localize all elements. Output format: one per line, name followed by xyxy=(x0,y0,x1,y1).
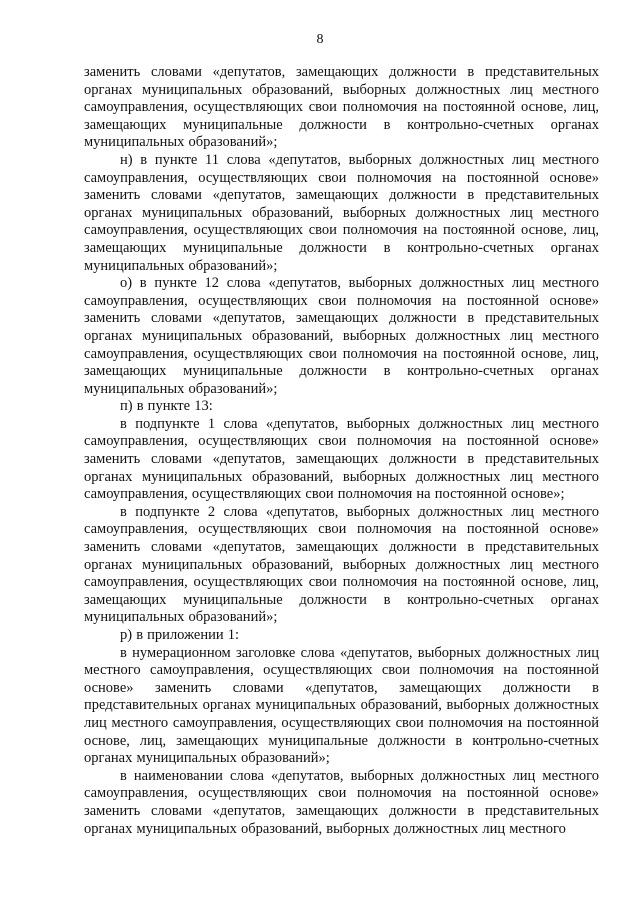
paragraph-continuation: заменить словами «депутатов, замещающих должности в представительных органах муниципальных образований, выборных должностных лиц местного самоуправления, осуществляющих свои полномочия на постоянной основе, лиц, замещающих муниципальные должности в контрольно-счетных органах муниципальных образований»; xyxy=(84,64,599,151)
paragraph-subitem-1: в подпункте 1 слова «депутатов, выборных должностных лиц местного самоуправления, осуществляющих свои полномочия на постоянной основе» заменить словами «депутатов, замещающих должности в представительных органах муниципальных образований, выборных должностных лиц местного самоуправления, осуществляющих свои полномочия на постоянной основе»; xyxy=(84,415,599,503)
paragraph-item-r: р) в приложении 1: xyxy=(120,627,240,643)
paragraph-item-p: п) в пункте 13: xyxy=(120,398,213,415)
paragraph-subitem-2: в подпункте 2 слова «депутатов, выборных должностных лиц местного самоуправления, осуществляющих свои полномочия на постоянной основе» заменить словами «депутатов, замещающих должности в представительных органах муниципальных образований, выборных должностных лиц местного самоуправления, осуществляющих свои полномочия на постоянной основе, лиц, замещающих муниципальные должности в контрольно-счетных органах муниципальных образований»; xyxy=(84,503,599,626)
paragraph-item-o: о) в пункте 12 слова «депутатов, выборных должностных лиц местного самоуправления, осуществляющих свои полномочия на постоянной основе» заменить словами «депутатов, замещающих должности в представительных органах муниципальных образований, выборных должностных лиц местного самоуправления, осуществляющих свои полномочия на постоянной основе, лиц, замещающих муниципальные должности в контрольно-счетных органах муниципальных образований»; xyxy=(84,275,599,397)
paragraph-item-n: н) в пункте 11 слова «депутатов, выборных должностных лиц местного самоуправления, осуществляющих свои полномочия на постоянной основе» заменить словами «депутатов, замещающих должности в представительных органах муниципальных образований, выборных должностных лиц местного самоуправления, осуществляющих свои полномочия на постоянной основе, лиц, замещающих муниципальные должности в контрольно-счетных органах муниципальных образований»; xyxy=(84,151,599,274)
paragraph-naming: в наименовании слова «депутатов, выборных должностных лиц местного самоуправления, осуществляющих свои полномочия на постоянной основе» заменить словами «депутатов, замещающих должности в представительных органах муниципальных образований, выборных должностных лиц местного xyxy=(84,767,599,837)
paragraph-numbering-heading: в нумерационном заголовке слова «депутатов, выборных должностных лиц местного самоуправления, осуществляющих свои полномочия на постоянной основе» заменить словами «депутатов, замещающих должности в представительных органах муниципальных образований, выборных должностных лиц местного самоуправления, осуществляющих свои полномочия на постоянной основе, лиц, замещающих муниципальные должности в контрольно-счетных органах муниципальных образований»; xyxy=(84,644,599,767)
document-body xyxy=(84,64,599,838)
page-number: 8 xyxy=(316,32,324,47)
